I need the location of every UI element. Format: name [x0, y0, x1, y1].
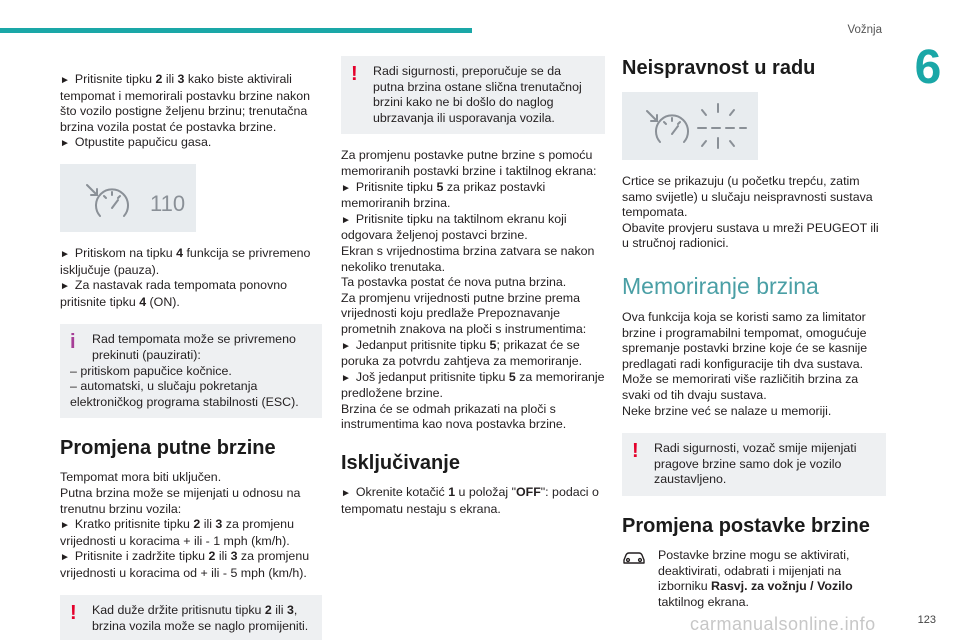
column-3 [622, 56, 886, 610]
info-icon: i [70, 331, 76, 354]
step-short-press: ► Kratko pritisnite tipku 2 ili 3 za promjenu vrijednosti u koracima + ili - 1 mph (km/h). [60, 517, 322, 549]
cruise-display-image [60, 164, 196, 232]
para-traffic-sign: Za promjenu vrijednosti putne brzine prema vrijednosti koju predlaže Prepoznavanje prometnih znakova na ploči s instrumentima: [341, 290, 587, 336]
step-turn-off: ► Okrenite kotačić 1 u položaj "OFF": podaci o tempomatu nestaju s ekrana. [341, 485, 605, 517]
para-memorized: Za promjenu postavke putne brzine s pomoću memoriranih postavki brzine i taktilnog ekrana: [341, 148, 597, 178]
step-release: ► Otpustite papučicu gasa. [60, 135, 322, 152]
para-check: Obavite provjeru sustava u mreži PEUGEOT ili u stručnoj radionici. [622, 220, 879, 251]
menu-instruction: Postavke brzine mogu se aktivirati, deaktivirati, odabrati i mijenjati na izborniku Rasvj. za vožnju / Vozilo taktilnog ekrana. [622, 548, 886, 610]
column-2 [341, 56, 605, 517]
warning-icon: ! [70, 602, 77, 625]
column-1 [60, 72, 322, 640]
page-number: 123 [917, 614, 936, 626]
step-touch: ► Pritisnite tipku na taktilnom ekranu koji odgovara željenoj postavci brzine. [341, 212, 605, 244]
para-displayed: Brzina će se odmah prikazati na ploči s instrumentima kao nova postavka brzine. [341, 401, 567, 432]
step-pause: ► Pritiskom na tipku 4 funkcija se privremeno isključuje (pauza). [60, 246, 322, 278]
warning-note-3: ! Radi sigurnosti, vozač smije mijenjati pragove brzine samo dok je vozilo zaustavljeno. [622, 433, 886, 496]
step-press-5: ► Pritisnite tipku 5 za prikaz postavki memoriranih brzina. [341, 180, 605, 212]
car-icon [622, 550, 646, 571]
warning-icon: ! [351, 63, 358, 85]
section-title: Vožnja [847, 24, 882, 36]
step-long-press: ► Pritisnite i zadržite tipku 2 ili 3 za promjenu vrijednosti u koracima od + ili - 5 mph (km/h). [60, 549, 322, 581]
cruise-control-icon [60, 164, 196, 232]
step-press-again: ► Još jedanput pritisnite tipku 5 za memoriranje predložene brzine. [341, 370, 605, 402]
chapter-number: 6 [914, 41, 942, 94]
para-multiple: Može se memorirati više različitih brzina za svaki od tih dvaju sustava. [622, 372, 859, 402]
speed-display-value: 110 [150, 190, 186, 216]
para-closes: Ekran s vrijednostima brzina zatvara se nakon nekoliko trenutaka. [341, 243, 595, 274]
watermark: carmanualsonline.info [690, 614, 876, 634]
heading-change-speed: Promjena putne brzine [60, 437, 276, 460]
para-cruise-on: Tempomat mora biti uključen. [60, 470, 222, 485]
step-activate: ► Pritisnite tipku 2 ili 3 kako biste aktivirali tempomat i memorirali postavku brzine nakon što vozilo postigne željenu brzinu; trenutačna brzina vozila postat će postavka brzine. [60, 72, 322, 135]
heading-switch-off: Isključivanje [341, 452, 460, 475]
para-in-memory: Neke brzine već se nalaze u memoriji. [622, 403, 832, 418]
heading-change-setting: Promjena postavke brzine [622, 514, 870, 537]
warning-note-1: ! Kad duže držite pritisnutu tipku 2 ili 3, brzina vozila može se naglo promijeniti. [60, 595, 322, 640]
heading-malfunction: Neispravnost u radu [622, 57, 816, 79]
info-note: i Rad tempomata može se privremeno prekinuti (pauzirati): – pritiskom papučice kočnice. – automatski, u slučaju pokretanja elektroničkog programa stabilnosti (ESC). [60, 324, 322, 418]
heading-memorize: Memoriranje brzina [622, 272, 819, 299]
para-dashes: Crtice se prikazuju (u početku trepću, zatim samo svijetle) u slučaju neispravnosti sustava tempomata. [622, 174, 873, 220]
warning-icon: ! [632, 440, 639, 463]
para-new-speed: Ta postavka postat će nova putna brzina. [341, 275, 567, 290]
warning-note-2: ! Radi sigurnosti, preporučuje se da putna brzina ostane slična trenutačnoj brzini kako ne bi došlo do naglog ubrzavanja ili usporavanja vozila. [341, 56, 605, 134]
malfunction-icon [622, 92, 758, 160]
para-speed-change: Putna brzina može se mijenjati u odnosu na trenutnu brzinu vozila: [60, 485, 301, 516]
para-function: Ova funkcija koja se koristi samo za limitator brzine i programabilni tempomat, omogućuje spremanje postavki brzine koje će se kasnije predlagati radi konfiguracije tih dva sustava. [622, 309, 868, 371]
step-press-once: ► Jedanput pritisnite tipku 5; prikazat će se poruka za potvrdu zahtjeva za memoriranje. [341, 338, 605, 370]
header-bar [0, 28, 472, 33]
step-resume: ► Za nastavak rada tempomata ponovno pritisnite tipku 4 (ON). [60, 278, 322, 310]
malfunction-display-image [622, 92, 758, 160]
